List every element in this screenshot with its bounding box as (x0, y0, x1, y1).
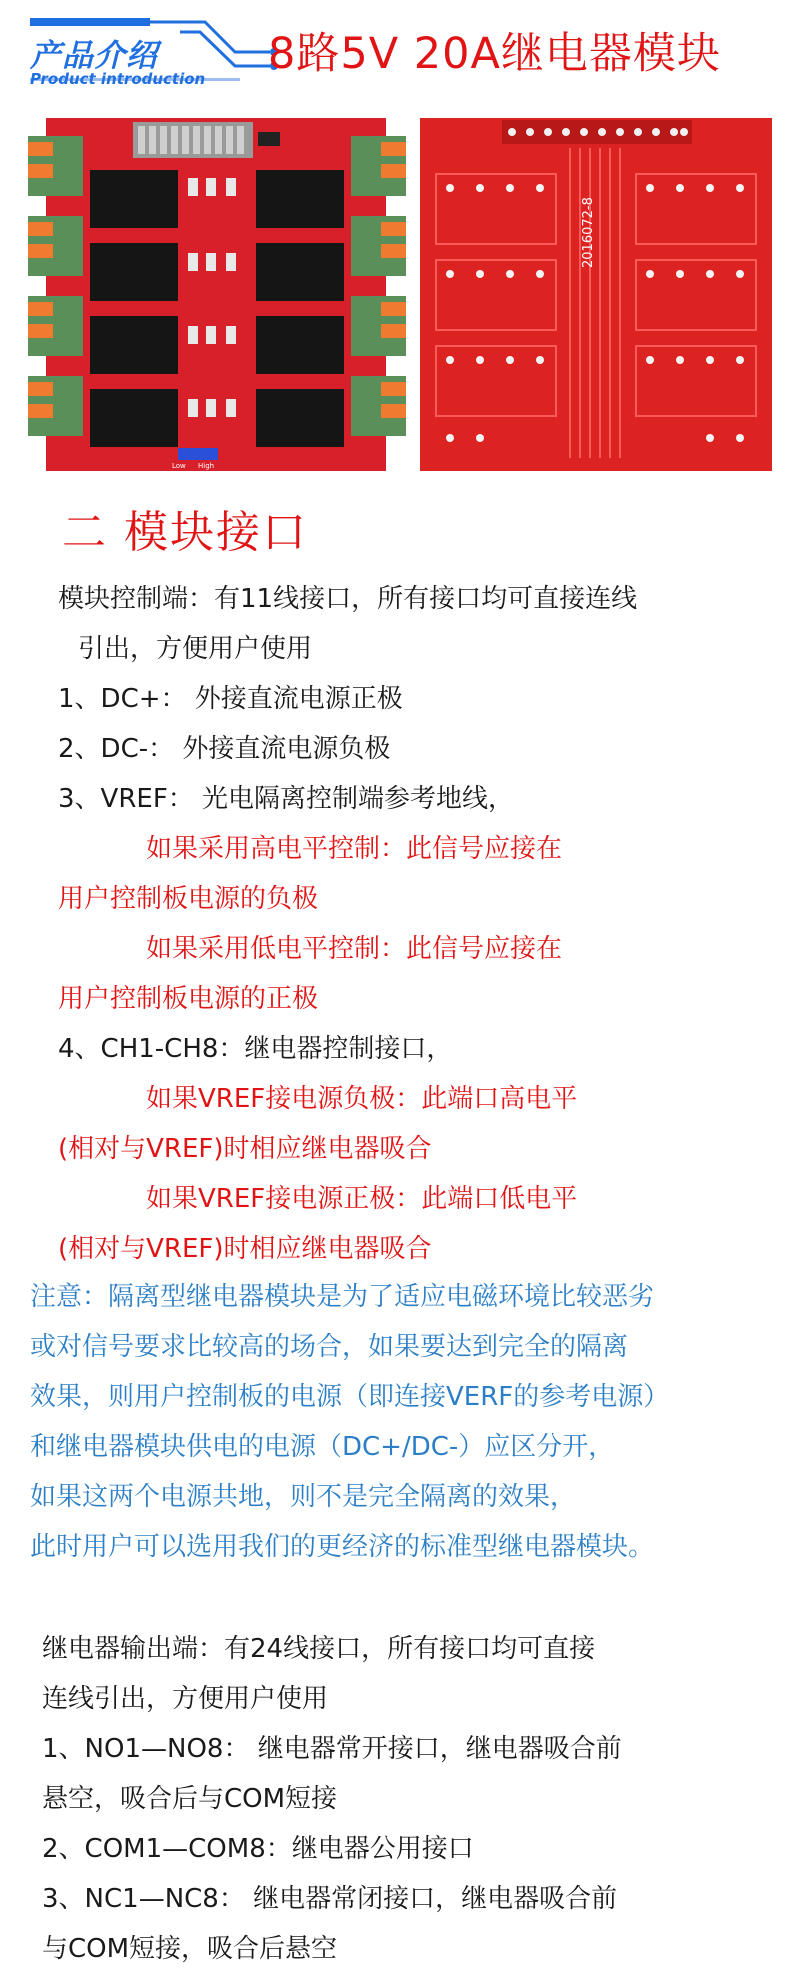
note-line-3: 效果，则用户控制板的电源（即连接VERF的参考电源） (30, 1382, 670, 1412)
vref-item: 3、VREF： 光电隔离控制端参考地线， (58, 784, 515, 814)
no-item-line-2: 悬空，吸合后与COM短接 (42, 1784, 338, 1814)
note-line-5: 如果这两个电源共地，则不是完全隔离的效果， (30, 1482, 577, 1512)
product-intro-badge (30, 18, 270, 88)
board-code-label: 2016072-8 (581, 197, 596, 268)
vref-low-line-2: 用户控制板电源的正极 (58, 984, 319, 1014)
output-intro-line-2: 连线引出，方便用户使用 (42, 1684, 329, 1714)
ch-item: 4、CH1-CH8：继电器控制接口， (58, 1034, 453, 1064)
ch-pos-line-1: 如果VREF接电源正极：此端口低电平 (146, 1184, 578, 1214)
board-bottom-photo (420, 118, 790, 471)
jumper-low-label: Low (172, 462, 186, 470)
ch-neg-line-2: (相对与VREF)时相应继电器吸合 (58, 1134, 432, 1164)
vref-high-line-2: 用户控制板电源的负极 (58, 884, 319, 914)
nc-item-line-2: 与COM短接，吸合后悬空 (42, 1934, 338, 1964)
output-intro-line-1: 继电器输出端：有24线接口，所有接口均可直接 (42, 1634, 596, 1664)
ch-pos-line-2: (相对与VREF)时相应继电器吸合 (58, 1234, 432, 1264)
badge-title-en: Product introduction (30, 70, 206, 88)
dc-minus-item: 2、DC-： 外接直流电源负极 (58, 734, 391, 764)
dc-plus-item: 1、DC+： 外接直流电源正极 (58, 684, 403, 714)
page-title: 8路5V 20A继电器模块 (268, 29, 721, 79)
note-line-2: 或对信号要求比较高的场合，如果要达到完全的隔离 (30, 1332, 629, 1362)
control-intro-line-2: 引出，方便用户使用 (78, 634, 313, 664)
section-title: 二 模块接口 (62, 507, 308, 558)
jumper-high-label: High (198, 462, 215, 470)
no-item-line-1: 1、NO1—NO8： 继电器常开接口，继电器吸合前 (42, 1734, 622, 1764)
com-item: 2、COM1—COM8：继电器公用接口 (42, 1834, 474, 1864)
badge-title-cn: 产品介绍 (30, 38, 158, 74)
ch-neg-line-1: 如果VREF接电源负极：此端口高电平 (146, 1084, 578, 1114)
control-intro-line-1: 模块控制端：有11线接口，所有接口均可直接连线 (58, 584, 638, 614)
board-top-photo (28, 118, 406, 471)
nc-item-line-1: 3、NC1—NC8： 继电器常闭接口，继电器吸合前 (42, 1884, 618, 1914)
vref-low-line-1: 如果采用低电平控制：此信号应接在 (146, 934, 563, 964)
note-line-6: 此时用户可以选用我们的更经济的标准型继电器模块。 (30, 1532, 655, 1562)
note-line-1: 注意：隔离型继电器模块是为了适应电磁环境比较恶劣 (30, 1282, 655, 1312)
vref-high-line-1: 如果采用高电平控制：此信号应接在 (146, 834, 563, 864)
note-line-4: 和继电器模块供电的电源（DC+/DC-）应区分开， (30, 1432, 615, 1462)
